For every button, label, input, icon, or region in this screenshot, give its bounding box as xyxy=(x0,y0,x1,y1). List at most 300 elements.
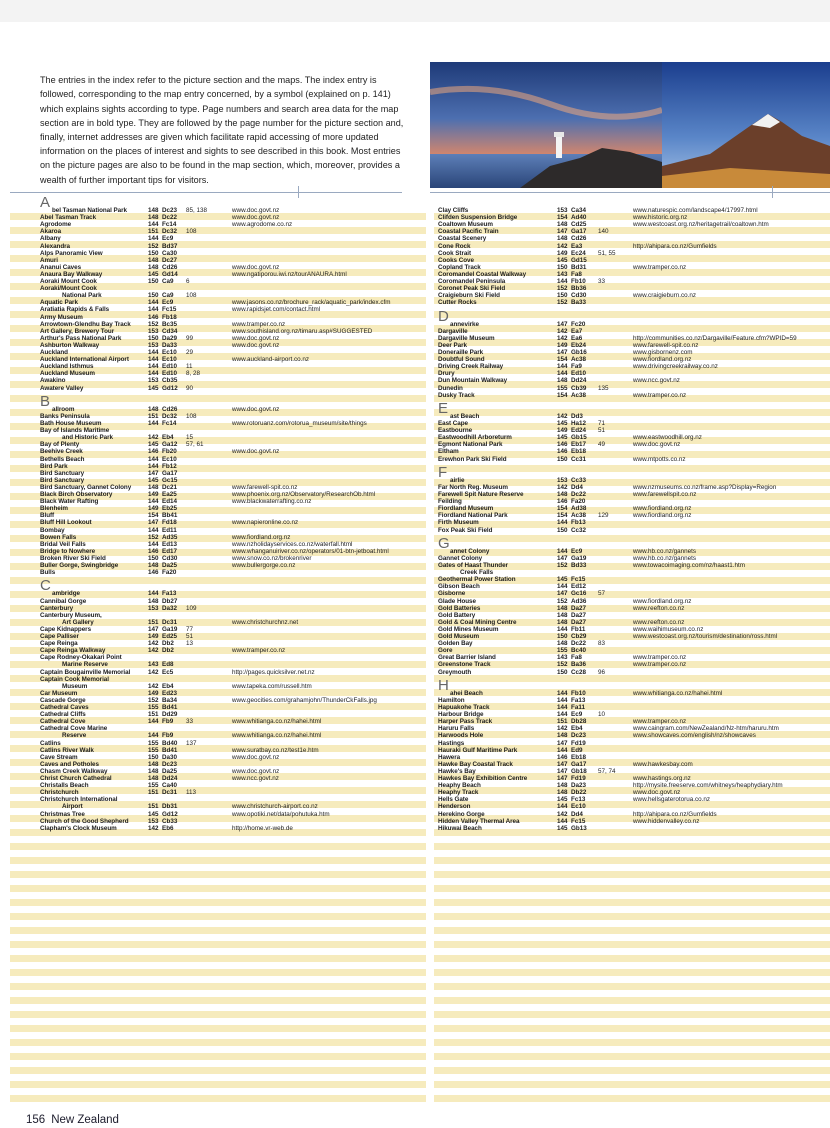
entry-name: Bath House Museum xyxy=(40,420,102,427)
entry-grid-ref: Ga17 xyxy=(571,760,587,768)
entry-map-page: 147 xyxy=(557,739,568,747)
entry-grid-ref: Gb18 xyxy=(571,767,587,775)
entry-picture-page[interactable]: 10 xyxy=(598,711,606,719)
entry-link[interactable]: www.auckland-airport.co.nz xyxy=(232,356,309,364)
entry-map-page: 144 xyxy=(148,420,159,427)
index-entry xyxy=(0,811,830,818)
entry-link[interactable]: www.showcaves.com/english/nz/showcaves xyxy=(633,732,756,740)
entry-picture-page[interactable]: 33 xyxy=(186,718,194,726)
entry-link[interactable]: www.farewell-spit.co.nz xyxy=(232,483,298,491)
entry-link[interactable]: www.doc.govt.nz xyxy=(232,341,280,349)
entry-map-page: 147 xyxy=(557,590,568,598)
entry-link[interactable]: www.fiordland.org.nz xyxy=(633,505,692,513)
index-entry xyxy=(0,470,830,477)
entry-map-page: 152 xyxy=(148,320,159,328)
index-entry xyxy=(0,512,830,519)
entry-picture-page[interactable]: 51 xyxy=(598,427,606,435)
entry-grid-ref: Gc16 xyxy=(571,590,587,598)
entry-grid-ref: Da29 xyxy=(162,334,178,342)
entry-picture-page[interactable]: 85, 138 xyxy=(186,207,208,214)
entry-link[interactable]: www.drivingcreekrailway.co.nz xyxy=(633,363,718,371)
entry-name: Hawera xyxy=(438,753,461,761)
entry-link[interactable]: www.hellsgaterotorua.co.nz xyxy=(633,796,711,804)
entry-link[interactable]: www.phoenix.org.nz/Observatory/ResearchOb.html xyxy=(232,491,376,498)
entry-link[interactable]: www.tramper.co.nz xyxy=(232,320,286,328)
entry-map-page: 144 xyxy=(557,696,568,704)
entry-link[interactable]: www.fiordland.org.nz xyxy=(232,533,291,541)
index-entry xyxy=(0,427,830,434)
entry-link[interactable]: www.ncc.govt.nz xyxy=(232,775,279,782)
entry-grid-ref: Fb9 xyxy=(162,718,174,726)
entry-link[interactable]: www.historic.org.nz xyxy=(633,214,688,222)
index-entry xyxy=(0,576,830,583)
entry-map-page: 147 xyxy=(148,469,159,477)
entry-link[interactable]: www.caingram.com/NewZealand/Nz-htm/haruru.htm xyxy=(633,725,779,733)
entry-picture-page[interactable]: 137 xyxy=(186,739,197,747)
entry-name: Deer Park xyxy=(438,341,467,349)
entry-link[interactable]: www.opotiki.net/data/pohutuka.htm xyxy=(232,810,330,818)
entry-grid-ref: Ea25 xyxy=(162,491,177,498)
entry-name: Heaphy Beach xyxy=(438,782,481,790)
entry-name: Craigieburn Ski Field xyxy=(438,292,500,300)
entry-picture-page[interactable]: 77 xyxy=(186,625,194,633)
entry-grid-ref: Fa8 xyxy=(571,654,582,662)
entry-name: Bombay xyxy=(40,526,65,534)
entry-name: Bridge to Nowhere xyxy=(40,547,96,555)
entry-name: Arrowtown-Glendhu Bay Track xyxy=(40,320,131,328)
entry-picture-page[interactable]: 90 xyxy=(186,384,194,392)
entry-grid-ref: Dc23 xyxy=(571,732,587,740)
index-entry xyxy=(0,385,830,392)
index-entry xyxy=(0,314,830,321)
entry-link[interactable]: www.reefton.co.nz xyxy=(633,618,685,626)
entry-grid-ref: Gd15 xyxy=(571,256,587,264)
entry-map-page: 155 xyxy=(148,704,159,711)
entry-grid-ref: Fa13 xyxy=(571,696,586,704)
entry-link[interactable]: www.nzmuseums.co.nz/frame.asp?Display=Region xyxy=(633,483,777,491)
index-entry xyxy=(0,306,830,313)
entry-link[interactable]: www.rapidsjet.com/contact.html xyxy=(232,306,321,314)
entry-link[interactable]: www.fiordland.org.nz xyxy=(633,356,692,364)
entry-name: Coastal Scenery xyxy=(438,235,487,243)
entry-link[interactable]: www.doc.govt.nz xyxy=(633,441,681,449)
entry-map-page: 154 xyxy=(557,505,568,513)
entry-map-page: 144 xyxy=(557,625,568,633)
entry-grid-ref: Ec10 xyxy=(162,455,177,463)
entry-link[interactable]: www.geocities.com/grahamjohn/ThunderCkFalls.jpg xyxy=(232,696,377,704)
entry-link[interactable]: www.doc.govt.nz xyxy=(232,767,280,775)
entry-link[interactable]: www.hb.co.nz/gannets xyxy=(633,554,697,562)
entry-link[interactable]: http://mysite.freeserve.com/whitneys/heaphydiary.htm xyxy=(633,782,783,790)
entry-picture-page[interactable]: 51 xyxy=(186,633,194,640)
index-entry xyxy=(0,789,830,796)
entry-name: Caves and Potholes xyxy=(40,760,99,768)
index-entry xyxy=(0,676,830,683)
entry-map-page: 144 xyxy=(557,519,568,527)
entry-link[interactable]: www.hiddenvalley.co.nz xyxy=(633,817,700,825)
entry-map-page: 148 xyxy=(557,604,568,612)
entry-name: Hells Gate xyxy=(438,796,469,804)
entry-link[interactable]: www.whitianga.co.nz/hahei.html xyxy=(232,718,322,726)
entry-grid-ref: Fa13 xyxy=(162,590,177,598)
entry-map-page: 149 xyxy=(557,249,568,257)
entry-link[interactable]: www.tramper.co.nz xyxy=(633,661,687,669)
entry-link[interactable]: www.doc.govt.nz xyxy=(232,753,280,761)
entry-map-page: 150 xyxy=(148,278,159,285)
entry-picture-page[interactable]: 6 xyxy=(186,278,190,285)
index-entry xyxy=(0,732,830,739)
entry-grid-ref: Eb4 xyxy=(571,725,583,733)
entry-map-page: 151 xyxy=(148,228,159,236)
entry-picture-page[interactable]: 109 xyxy=(186,604,197,612)
entry-picture-page[interactable]: 8, 28 xyxy=(186,370,201,378)
entry-grid-ref: Ga17 xyxy=(571,228,587,236)
entry-map-page: 145 xyxy=(557,420,568,427)
index-entry xyxy=(0,491,830,498)
index-entry xyxy=(0,555,830,562)
entry-map-page: 150 xyxy=(557,263,568,271)
entry-name: Aoraki Mount Cook xyxy=(40,278,97,285)
entry-link[interactable]: www.tapeka.com/russell.htm xyxy=(232,682,312,690)
entry-link[interactable]: www.bullergorge.co.nz xyxy=(232,562,296,569)
entry-grid-ref: Fa20 xyxy=(571,498,586,506)
entry-picture-page[interactable]: 13 xyxy=(186,640,194,648)
entry-link[interactable]: http://pages.quicksilver.net.nz xyxy=(232,668,315,676)
entry-name: Cape Reinga xyxy=(40,640,78,648)
entry-name: Cone Rock xyxy=(438,242,471,250)
entry-name: Bird Sanctuary, Gannet Colony xyxy=(40,483,132,491)
entry-grid-ref: Ed10 xyxy=(571,370,587,378)
entry-name: Coromandel Peninsula xyxy=(438,278,506,285)
entry-name: Egmont National Park xyxy=(438,441,503,449)
entry-name: Coastal Pacific Train xyxy=(438,228,499,236)
entry-name: Fox Peak Ski Field xyxy=(438,526,493,534)
entry-map-page: 145 xyxy=(148,384,159,392)
entry-link[interactable]: www.ncc.govt.nz xyxy=(633,377,680,385)
entry-name: Christmas Tree xyxy=(40,810,85,818)
entry-name: Akaroa xyxy=(40,228,62,236)
entry-grid-ref: Fc20 xyxy=(571,320,586,328)
index-entry xyxy=(0,775,830,782)
entry-picture-page[interactable]: 15 xyxy=(186,434,194,442)
entry-grid-ref: Ec9 xyxy=(571,711,583,719)
entry-map-page: 144 xyxy=(557,370,568,378)
entry-name: Bluff Hill Lookout xyxy=(40,519,92,527)
entry-picture-page[interactable]: 33 xyxy=(598,278,606,285)
entry-name: Gannet Colony xyxy=(438,554,483,562)
entry-name: Dargaville Museum xyxy=(438,334,495,342)
entry-link[interactable]: http://home.vr-web.de xyxy=(232,824,293,832)
entry-map-page: 148 xyxy=(148,597,159,605)
entry-name: Dunedin xyxy=(438,384,463,392)
entry-map-page: 151 xyxy=(557,718,568,726)
entry-map-page: 148 xyxy=(557,221,568,229)
entry-link[interactable]: www.farewell-spit.co.nz xyxy=(633,341,699,349)
entry-grid-ref: Fa11 xyxy=(571,704,586,711)
entry-grid-ref: Fd19 xyxy=(571,739,586,747)
entry-grid-ref: Eb18 xyxy=(571,753,587,761)
entry-link[interactable]: www.doc.govt.nz xyxy=(232,207,280,214)
entry-link[interactable]: www.christchurch-airport.co.nz xyxy=(232,803,318,811)
index-initial-letter: G xyxy=(438,534,450,552)
entry-link[interactable]: www.tramper.co.nz xyxy=(633,263,687,271)
entry-picture-page[interactable]: 99 xyxy=(186,334,194,342)
entry-grid-ref: Cd26 xyxy=(162,263,178,271)
entry-link[interactable]: www.blackwaterrafting.co.nz xyxy=(232,498,312,506)
page-number: 156 xyxy=(26,1114,46,1126)
entry-name: Hidden Valley Thermal Area xyxy=(438,817,520,825)
entry-name: allroom xyxy=(52,405,75,413)
entry-name: Fiordland Museum xyxy=(438,505,494,513)
index-entry xyxy=(0,214,830,221)
entry-name: Hawke's Bay xyxy=(438,767,476,775)
entry-link[interactable]: www.naturespic.com/landscape4/17997.html xyxy=(633,207,758,214)
entry-map-page: 142 xyxy=(557,327,568,335)
entry-name: Cape Kidnappers xyxy=(40,625,92,633)
entry-name: Cannibal Gorge xyxy=(40,597,87,605)
entry-name: bel Tasman National Park xyxy=(52,207,127,214)
entry-picture-page[interactable]: 57 xyxy=(598,590,606,598)
entry-map-page: 142 xyxy=(148,682,159,690)
entry-link[interactable]: http://ahipara.co.nz/Gumfields xyxy=(633,810,717,818)
entry-grid-ref: Gb16 xyxy=(571,349,587,356)
entry-map-page: 152 xyxy=(557,597,568,605)
entry-link[interactable]: http://ahipara.co.nz/Gumfields xyxy=(633,242,717,250)
entry-picture-page[interactable]: 135 xyxy=(598,384,609,392)
entry-map-page: 149 xyxy=(557,341,568,349)
entry-link[interactable]: www.doc.govt.nz xyxy=(232,334,280,342)
entry-map-page: 153 xyxy=(148,604,159,612)
entry-map-page: 148 xyxy=(148,767,159,775)
rule-tick-left xyxy=(298,186,299,198)
entry-map-page: 144 xyxy=(148,299,159,307)
entry-map-page: 152 xyxy=(557,285,568,293)
entry-grid-ref: Ec9 xyxy=(162,299,174,307)
entry-grid-ref: Ec10 xyxy=(162,356,177,364)
index-entry xyxy=(0,825,830,832)
entry-link[interactable]: www.tramper.co.nz xyxy=(232,647,286,655)
index-entry xyxy=(0,654,830,661)
entry-link[interactable]: www.rotoruanz.com/rotorua_museum/site/things xyxy=(232,420,367,427)
entry-link[interactable]: www.agrodome.co.nz xyxy=(232,221,293,229)
entry-name: Great Barrier Island xyxy=(438,654,496,662)
entry-map-page: 150 xyxy=(148,753,159,761)
entry-grid-ref: Fc14 xyxy=(162,221,177,229)
entry-link[interactable]: www.jasons.co.nz/brochure_rack/aquatic_park/index.cfm xyxy=(232,299,391,307)
entry-name: Eastwoodhill Arboreturm xyxy=(438,434,512,442)
entry-grid-ref: Ed14 xyxy=(162,498,178,506)
entry-link[interactable]: www.christchurchnz.net xyxy=(232,618,299,626)
entry-name: Hauraki Gulf Maritime Park xyxy=(438,746,518,754)
entry-link[interactable]: www.gisbornenz.com xyxy=(633,349,693,356)
entry-name: airlie xyxy=(450,476,465,484)
entry-link[interactable]: www.eastwoodhill.org.nz xyxy=(633,434,702,442)
entry-grid-ref: Ba36 xyxy=(571,661,587,669)
entry-picture-page[interactable]: 113 xyxy=(186,789,197,797)
index-entry xyxy=(0,782,830,789)
entry-name: Black Birch Observatory xyxy=(40,491,113,498)
entry-link[interactable]: www.mtpotts.co.nz xyxy=(633,455,686,463)
entry-map-page: 144 xyxy=(557,278,568,285)
entry-map-page: 142 xyxy=(148,640,159,648)
entry-link[interactable]: www.whitianga.co.nz/hahei.html xyxy=(633,689,723,697)
index-entry xyxy=(0,768,830,775)
entry-link[interactable]: www.waihimuseum.co.nz xyxy=(633,625,704,633)
entry-link[interactable]: www.hb.co.nz/gannets xyxy=(633,547,697,555)
entry-name: Buller Gorge, Swingbridge xyxy=(40,562,119,569)
entry-picture-page[interactable]: 108 xyxy=(186,292,197,300)
entry-name: Coronet Peak Ski Field xyxy=(438,285,506,293)
entry-grid-ref: Ec9 xyxy=(571,547,583,555)
entry-link[interactable]: www.napieronline.co.nz xyxy=(232,519,299,527)
index-entry xyxy=(0,264,830,271)
entry-map-page: 148 xyxy=(557,732,568,740)
entry-picture-page[interactable]: 71 xyxy=(598,420,606,427)
entry-map-page: 145 xyxy=(148,270,159,278)
entry-grid-ref: Ba33 xyxy=(571,299,587,307)
entry-link[interactable]: www.fiordland.org.nz xyxy=(633,512,692,520)
entry-link[interactable]: http://communities.co.nz/Dargaville/Feature.cfm?WPID=59 xyxy=(633,334,797,342)
index-entry xyxy=(0,285,830,292)
index-entry xyxy=(0,690,830,697)
entry-link[interactable]: www.craigieburn.co.nz xyxy=(633,292,696,300)
entry-map-page: 150 xyxy=(557,668,568,676)
entry-map-page: 151 xyxy=(148,803,159,811)
entry-picture-page[interactable]: 49 xyxy=(598,441,606,449)
index-entry xyxy=(0,569,830,576)
entry-grid-ref: Cc28 xyxy=(571,668,587,676)
entry-name: Gold Battery xyxy=(438,611,476,619)
entry-picture-page[interactable]: 51, 55 xyxy=(598,249,616,257)
entry-name: Alexandra xyxy=(40,242,70,250)
entry-map-page: 149 xyxy=(148,689,159,697)
entry-map-page: 142 xyxy=(148,824,159,832)
entry-map-page: 155 xyxy=(148,746,159,754)
entry-name: Fiordland National Park xyxy=(438,512,508,520)
entry-name: Abel Tasman Track xyxy=(40,214,97,222)
index-initial-letter: B xyxy=(40,392,51,410)
entry-name: Greenstone Track xyxy=(438,661,491,669)
entry-map-page: 155 xyxy=(557,384,568,392)
index-entry xyxy=(0,271,830,278)
entry-name: Herekino Gorge xyxy=(438,810,485,818)
entry-name: Cooks Cove xyxy=(438,256,474,264)
entry-link[interactable]: www.westcoast.org.nz/heritagetrail/coaltown.htm xyxy=(633,221,769,229)
entry-grid-ref: Ed11 xyxy=(162,526,177,534)
entry-grid-ref: Ea3 xyxy=(571,242,583,250)
entry-name: Anaura Bay Walkway xyxy=(40,270,103,278)
entry-link[interactable]: www.westcoast.org.nz/tourism/destination/ross.html xyxy=(633,633,778,640)
entry-link[interactable]: www.doc.govt.nz xyxy=(232,405,280,413)
entry-grid-ref: Db2 xyxy=(162,640,174,648)
entry-picture-page[interactable]: 140 xyxy=(598,228,609,236)
entry-grid-ref: Ea6 xyxy=(571,334,583,342)
entry-link[interactable]: www.doc.govt.nz xyxy=(232,214,280,222)
entry-name: Feilding xyxy=(438,498,462,506)
entry-grid-ref: Db2 xyxy=(162,647,174,655)
index-initial-letter: D xyxy=(438,307,449,325)
entry-name: Gore xyxy=(438,647,453,655)
entry-grid-ref: Ad36 xyxy=(571,597,587,605)
entry-map-page: 151 xyxy=(148,789,159,797)
entry-picture-page[interactable]: 57, 74 xyxy=(598,767,616,775)
entry-map-page: 148 xyxy=(148,214,159,222)
entry-map-page: 151 xyxy=(148,618,159,626)
entry-map-page: 142 xyxy=(557,412,568,420)
entry-picture-page[interactable]: 108 xyxy=(186,228,197,236)
entry-grid-ref: Bb36 xyxy=(571,285,587,293)
entry-picture-page[interactable]: 108 xyxy=(186,412,197,420)
entry-link[interactable]: www.whitianga.co.nz/hahei.html xyxy=(232,732,322,740)
entry-name: Captain Cook Memorial xyxy=(40,675,109,683)
entry-name: Clapham's Clock Museum xyxy=(40,824,117,832)
entry-grid-ref: Ga17 xyxy=(162,469,178,477)
entry-link[interactable]: www.doc.govt.nz xyxy=(633,789,681,797)
entry-link[interactable]: www.towacoimaging.com/nz/haast1.htm xyxy=(633,562,745,569)
entry-link[interactable]: www.doc.govt.nz xyxy=(232,448,280,456)
entry-grid-ref: Ed9 xyxy=(571,746,583,754)
entry-picture-page[interactable]: 96 xyxy=(598,668,606,676)
entry-map-page: 151 xyxy=(148,711,159,719)
entry-name: Drury xyxy=(438,370,455,378)
entry-map-page: 155 xyxy=(148,782,159,790)
footer-title: New Zealand xyxy=(51,1114,119,1126)
entry-name: Museum xyxy=(62,682,88,690)
entry-link[interactable]: www.fiordland.org.nz xyxy=(633,597,692,605)
entry-map-page: 143 xyxy=(557,270,568,278)
entry-link[interactable]: www.farewellspit.co.nz xyxy=(633,491,697,498)
index-entry xyxy=(0,441,830,448)
entry-picture-page[interactable]: 129 xyxy=(598,512,609,520)
entry-name: Art Gallery, Brewery Tour xyxy=(40,327,115,335)
entry-link[interactable]: www.ngatiporou.iwi.nz/tourANAURA.html xyxy=(232,270,347,278)
entry-link[interactable]: www.southisland.org.nz/timaru.asp#SUGGESTED xyxy=(232,327,373,335)
entry-map-page: 148 xyxy=(148,562,159,569)
entry-map-page: 153 xyxy=(557,476,568,484)
entry-name: Bridal Veil Falls xyxy=(40,540,86,548)
entry-map-page: 144 xyxy=(557,817,568,825)
entry-grid-ref: Bd41 xyxy=(162,746,178,754)
entry-link[interactable]: www.whanganuiriver.co.nz/operators/01-btn-jetboat.html xyxy=(232,547,389,555)
entry-picture-page[interactable]: 29 xyxy=(186,349,194,356)
entry-map-page: 148 xyxy=(557,377,568,385)
entry-link[interactable]: www.tramper.co.nz xyxy=(633,718,687,726)
entry-name: East Cape xyxy=(438,420,468,427)
entry-link[interactable]: www.hastings.org.nz xyxy=(633,775,691,782)
entry-grid-ref: Dc23 xyxy=(162,760,178,768)
index-entry xyxy=(0,207,830,214)
entry-picture-page[interactable]: 57, 61 xyxy=(186,441,204,449)
entry-map-page: 144 xyxy=(148,590,159,598)
entry-link[interactable]: www.snow.co.nz/brokenriver xyxy=(232,554,312,562)
entry-grid-ref: Ed10 xyxy=(162,370,178,378)
entry-link[interactable]: www.doc.govt.nz xyxy=(232,263,280,271)
entry-link[interactable]: www.tramper.co.nz xyxy=(633,391,687,399)
entry-link[interactable]: www.nzholidayservices.co.nz/waterfall.html xyxy=(232,540,353,548)
index-entry xyxy=(0,548,830,555)
index-entry xyxy=(0,321,830,328)
entry-link[interactable]: www.tramper.co.nz xyxy=(633,654,687,662)
entry-grid-ref: Ga12 xyxy=(162,441,178,449)
entry-map-page: 153 xyxy=(148,341,159,349)
entry-picture-page[interactable]: 83 xyxy=(598,640,606,648)
entry-link[interactable]: www.hawkesbay.com xyxy=(633,760,693,768)
entry-picture-page[interactable]: 11 xyxy=(186,363,193,371)
entry-link[interactable]: www.suratbay.co.nz/test1e.htm xyxy=(232,746,319,754)
entry-name: Ashburton Walkway xyxy=(40,341,100,349)
entry-link[interactable]: www.reefton.co.nz xyxy=(633,604,685,612)
index-entry xyxy=(0,761,830,768)
